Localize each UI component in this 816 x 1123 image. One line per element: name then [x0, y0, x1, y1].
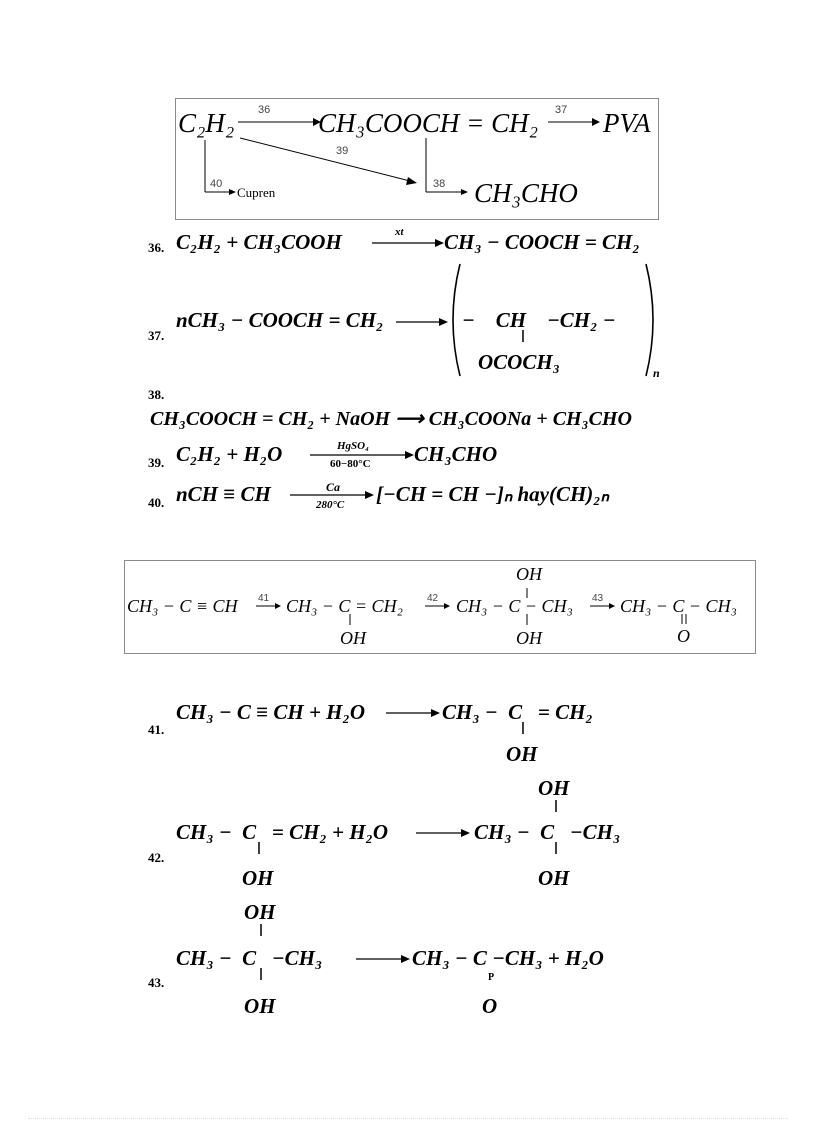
scheme2-ketone: CH₃ − C − CH₃	[620, 596, 737, 616]
reaction-40-temperature: 280°C	[316, 499, 345, 511]
reaction-43-rhs-o: O	[482, 994, 498, 1018]
scheme1-pva: PVA	[603, 108, 651, 138]
reaction-36-number: 36.	[148, 240, 165, 255]
step-39-label: 39	[336, 145, 349, 157]
reaction-39-catalyst: HgSO₄	[337, 440, 369, 452]
scheme2-diol-oh-top: OH	[516, 564, 542, 584]
reaction-42-lhs-oh: OH	[242, 866, 274, 890]
reaction-37-polymer-n: n	[653, 366, 660, 380]
reaction-42-rhs-oh-top: OH	[538, 776, 570, 800]
reaction-40-lhs: nCH ≡ CH	[176, 482, 271, 506]
scheme1-c2h2: C₂H₂	[178, 108, 235, 138]
reaction-36-condition: xt	[395, 226, 404, 238]
step-36-label: 36	[258, 104, 271, 116]
scheme2-diol-oh-bottom: OH	[516, 628, 542, 648]
reaction-37-polymer-substituent: OCOCH₃	[478, 350, 561, 374]
reaction-38-equation: CH₃COOCH = CH₂ + NaOH ⟶ CH₃COONa + CH₃CHO	[150, 408, 632, 430]
reaction-40-number: 40.	[148, 495, 165, 510]
reaction-36-rhs: CH₃ − COOCH = CH₂	[444, 230, 640, 254]
reaction-41-rhs: CH₃ − C = CH₂	[442, 700, 593, 724]
reaction-43-lhs: CH₃ − C −CH₃	[176, 946, 323, 970]
reaction-41-lhs: CH₃ − C ≡ CH + H₂O	[176, 700, 365, 724]
scheme2-ketone-o: O	[677, 626, 690, 646]
reaction-42-number: 42.	[148, 850, 165, 865]
scheme1-cupren: Cupren	[237, 185, 276, 200]
page-bottom-divider	[28, 1118, 788, 1119]
reaction-43-lhs-oh-bottom: OH	[244, 994, 276, 1018]
reaction-42-lhs: CH₃ − C = CH₂ + H₂O	[176, 820, 389, 844]
scheme1-acetaldehyde: CH₃CHO	[474, 178, 578, 208]
reaction-42-rhs: CH₃ − C −CH₃	[474, 820, 621, 844]
reaction-43-number: 43.	[148, 975, 165, 990]
reaction-37-lhs: nCH₃ − COOCH = CH₂	[176, 308, 384, 332]
reaction-36-lhs: C₂H₂ + CH₃COOH	[176, 230, 342, 254]
reaction-39-rhs: CH₃CHO	[414, 442, 498, 466]
reaction-43-lhs-oh-top: OH	[244, 900, 276, 924]
reaction-37-polymer-chain: − CH −CH₂ −	[462, 308, 616, 332]
reaction-39-temperature: 60−80°C	[330, 458, 371, 470]
reaction-43-double-bond-mark: P	[488, 972, 495, 983]
step-43-label: 43	[592, 593, 604, 604]
scheme2-diol: CH₃ − C − CH₃	[456, 596, 573, 616]
reaction-39-number: 39.	[148, 455, 165, 470]
step-40-label: 40	[210, 178, 223, 190]
reaction-40-rhs: [−CH = CH −]ₙ hay(CH)₂ₙ	[376, 482, 609, 506]
reaction-41-number: 41.	[148, 722, 165, 737]
scheme2-enol-oh: OH	[340, 628, 366, 648]
step-41-label: 41	[258, 593, 270, 604]
reaction-40-catalyst: Ca	[326, 480, 341, 494]
reaction-37-number: 37.	[148, 328, 165, 343]
reaction-39-lhs: C₂H₂ + H₂O	[176, 442, 283, 466]
step-37-label: 37	[555, 104, 568, 116]
reaction-42-rhs-oh-bottom: OH	[538, 866, 570, 890]
reaction-38-number: 38.	[148, 387, 165, 402]
scheme2-propyne: CH₃ − C ≡ CH	[127, 596, 238, 616]
reaction-41-rhs-oh: OH	[506, 742, 538, 766]
step-42-label: 42	[427, 593, 439, 604]
reaction-43-rhs: CH₃ − C −CH₃ + H₂O	[412, 946, 604, 970]
step-38-label: 38	[433, 178, 446, 190]
scheme1-vinyl-acetate: CH₃COOCH = CH₂	[318, 108, 539, 138]
scheme2-enol: CH₃ − C = CH₂	[286, 596, 403, 616]
